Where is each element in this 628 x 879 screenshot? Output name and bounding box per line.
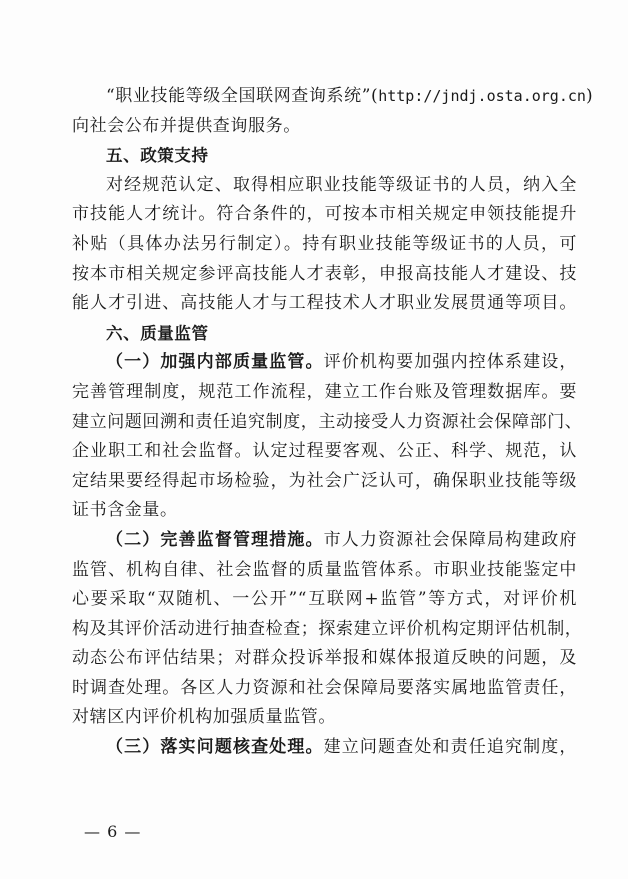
paragraph-line: 动态公布评估结果；对群众投诉举报和媒体报道反映的问题，及: [72, 648, 577, 669]
paragraph-line: 对经规范认定、取得相应职业技能等级证书的人员，纳入全: [106, 174, 577, 195]
paragraph-line: 时调查处理。各区人力资源和社会保障局要落实属地监管责任，: [72, 677, 577, 698]
paragraph-line: 监管、机构自律、社会监督的质量监管体系。市职业技能鉴定中: [72, 559, 577, 580]
document-body: [72, 82, 594, 763]
paragraph-line: 按本市相关规定参评高技能人才表彰，申报高技能人才建设、技: [72, 263, 577, 284]
paragraph-line: 完善管理制度，规范工作流程，建立工作台账及管理数据库。要: [72, 381, 577, 402]
paragraph-line: [72, 526, 577, 556]
text-segment: 评价机构要加强内控体系建设，: [323, 352, 578, 373]
paragraph-line: 对辖区内评价机构加强质量监管。: [72, 707, 336, 728]
paragraph-line: 构及其评价活动进行抽查检查；探索建立评价机构定期评估机制，: [72, 618, 583, 639]
paragraph-line: 证书含金量。: [72, 500, 178, 521]
paragraph-line: 企业职工和社会监督。认定过程要客观、公正、科学、规范，认: [72, 441, 577, 462]
paragraph-line: [72, 348, 577, 378]
text-segment: 建立问题查处和责任追究制度，: [323, 737, 578, 758]
paragraph-line: [72, 82, 594, 112]
paragraph-line: 建立问题回溯和责任追究制度，主动接受人力资源社会保障部门、: [72, 411, 583, 432]
paragraph-line: 补贴（具体办法另行制定）。持有职业技能等级证书的人员，可: [72, 233, 577, 254]
subheading-supervision-measures: （二）完善监督管理措施。: [106, 529, 324, 550]
paragraph-line: 市技能人才统计。符合条件的，可按本市相关规定申领技能提升: [72, 204, 577, 225]
query-system-url: http://jndj.osta.org.cn: [378, 87, 586, 105]
page-number: — 6 —: [84, 822, 142, 841]
paragraph-line: 定结果要经得起市场检验，为社会广泛认可，确保职业技能等级: [72, 470, 577, 491]
section-heading-quality-supervision: 六、质量监管: [106, 323, 209, 343]
text-segment: ): [585, 86, 594, 106]
text-segment: “职业技能等级全国联网查询系统”(: [106, 86, 379, 106]
section-heading-policy-support: 五、政策支持: [106, 146, 209, 166]
paragraph-line: 向社会公布并提供查询服务。: [72, 115, 301, 136]
subheading-problem-verification: （三）落实问题核查处理。: [106, 737, 324, 758]
paragraph-line: 心要采取“双随机、一公开”“互联网+监管”等方式，对评价机: [72, 589, 577, 610]
text-segment: 市人力资源社会保障局构建政府: [323, 529, 578, 550]
subheading-internal-supervision: （一）加强内部质量监管。: [106, 352, 324, 373]
paragraph-line: 能人才引进、高技能人才与工程技术人才职业发展贯通等项目。: [72, 293, 577, 314]
paragraph-line: [72, 733, 577, 763]
